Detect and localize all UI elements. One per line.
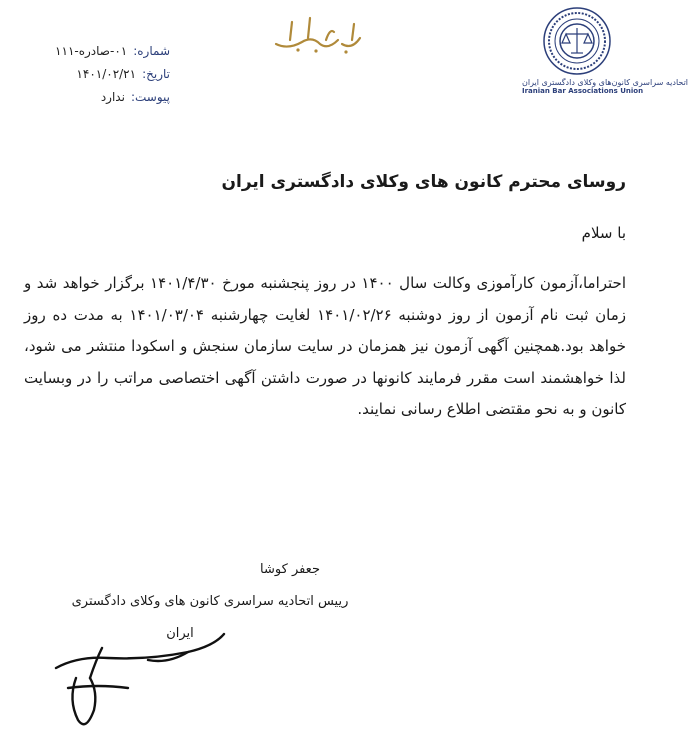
- logo-text-english: Iranian Bar Associations Union: [522, 87, 644, 95]
- letter-body: احتراما،آزمون کارآموزی وکالت سال ۱۴۰۰ در روز پنجشنبه مورخ ۱۴۰۱/۴/۳۰ برگزار خواهد شد و زمان ثبت نام آزمون از روز دوشنبه ۱۴۰۱/۰۲/۲۶ لغایت چهارشنبه ۱۴۰۱/۰۳/۰۴ به مدت ده روز خواهد بود.همچنین آگهی آزمون نیز همزمان در سایت سازمان سنجش و اسکودا منتشر می شود، لذا خواهشمند است مقرر فرمایند کانونها در صورت داشتن آگهی اختصاصی مراتب را در وبسایت کانون و به نحو مقتضی اطلاع رسانی نمایند.: [24, 274, 627, 418]
- meta-attachment-row: [20, 86, 170, 109]
- logo-text-persian: اتحادیه سراسری کانون‌های وکلای دادگستری ایران: [522, 78, 688, 87]
- handwritten-signature: [38, 560, 238, 735]
- greeting: با سلام: [581, 224, 626, 242]
- calligraphy-emblem: [268, 10, 368, 60]
- number-value: ۰۱-صادره-۱۱۱: [55, 44, 128, 58]
- emblem-icon: [542, 6, 612, 76]
- meta-number-row: [20, 40, 170, 63]
- attachment-label: پیوست:: [130, 90, 170, 104]
- number-label: شماره:: [133, 44, 170, 58]
- meta-date-row: [20, 63, 170, 86]
- bar-association-logo: [522, 6, 688, 116]
- signer-country: ایران: [166, 626, 194, 641]
- date-label: تاریخ:: [142, 67, 170, 81]
- signer-name: جعفر کوشا: [260, 562, 320, 577]
- recipient-heading: روسای محترم کانون های وکلای دادگستری ایران: [221, 172, 626, 192]
- letter-meta: [20, 40, 170, 109]
- date-value: ۱۴۰۱/۰۲/۲۱: [76, 67, 137, 81]
- signer-title: رییس اتحادیه سراسری کانون های وکلای دادگستری: [71, 594, 349, 609]
- attachment-value: ندارد: [100, 90, 125, 104]
